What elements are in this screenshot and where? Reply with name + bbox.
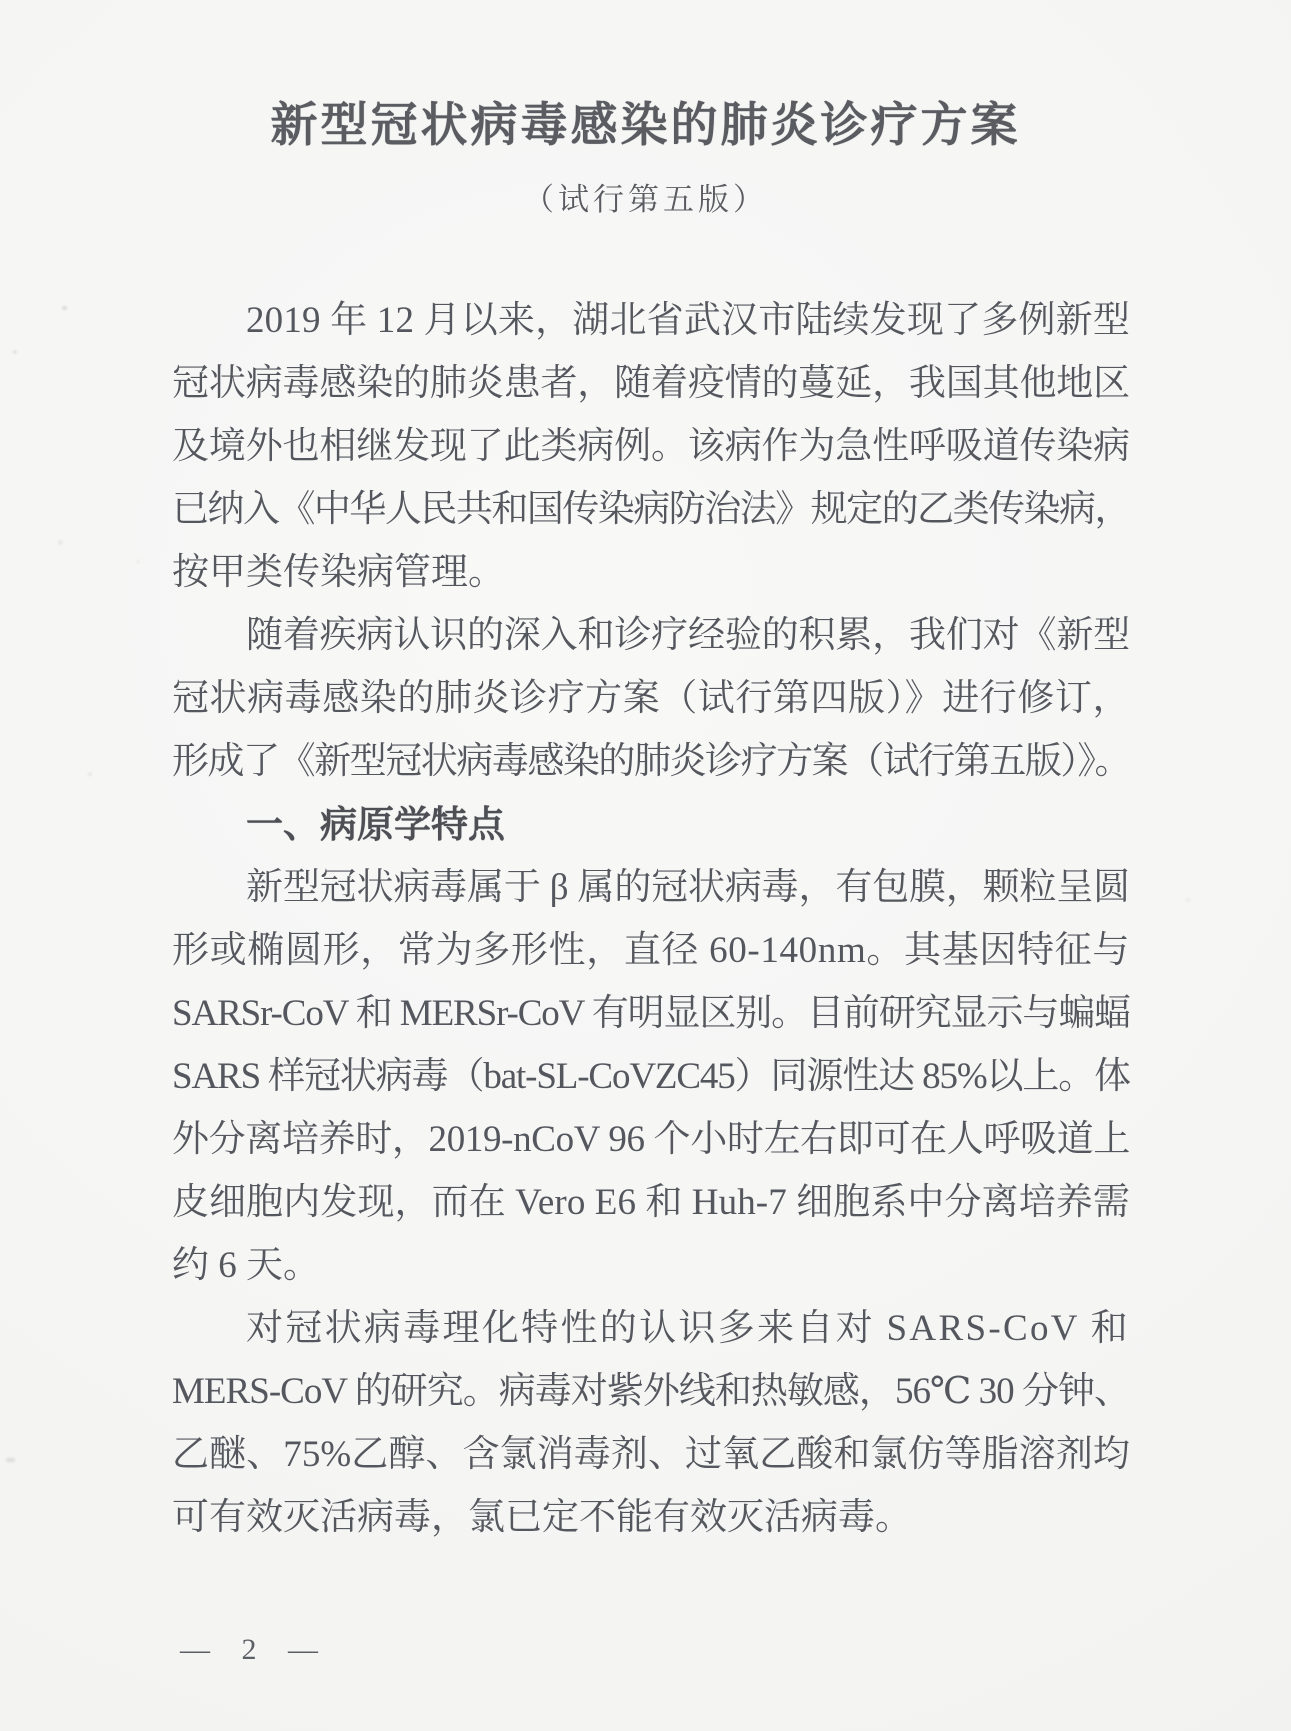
text-line	[172, 856, 1130, 919]
text-line	[172, 289, 1130, 352]
scan-artifact	[6, 1458, 15, 1462]
text-line	[172, 982, 1130, 1045]
scan-artifact	[62, 306, 67, 310]
text-line-content: 及境外也相继发现了此类病例。该病作为急性呼吸道传染病	[172, 426, 1130, 467]
page-number: — 2 —	[180, 1633, 330, 1666]
text-line-content: SARSr-CoV 和 MERSr-CoV 有明显区别。目前研究显示与蝙蝠	[172, 993, 1130, 1034]
text-line	[172, 604, 1130, 667]
text-line-content: MERS-CoV 的研究。病毒对紫外线和热敏感，56℃ 30 分钟、	[172, 1371, 1130, 1412]
scan-artifact	[88, 772, 92, 776]
text-line-content: 冠状病毒感染的肺炎患者，随着疫情的蔓延，我国其他地区	[172, 363, 1130, 404]
section-heading	[172, 793, 1130, 856]
text-line	[172, 1297, 1130, 1360]
document-body	[172, 289, 1130, 1549]
text-line	[172, 1108, 1130, 1171]
text-line	[172, 1171, 1130, 1234]
text-line	[172, 1486, 1130, 1549]
text-line	[172, 541, 1130, 604]
text-line	[172, 352, 1130, 415]
text-line-content: 皮细胞内发现，而在 Vero E6 和 Huh-7 细胞系中分离培养需	[172, 1182, 1130, 1223]
scan-artifact	[13, 350, 17, 354]
text-line-content: 形或椭圆形，常为多形性，直径 60-140nm。其基因特征与	[172, 930, 1130, 971]
text-line-content: SARS 样冠状病毒（bat-SL-CoVZC45）同源性达 85%以上。体	[172, 1056, 1130, 1097]
text-line-content: 形成了《新型冠状病毒感染的肺炎诊疗方案（试行第五版）》。	[172, 741, 1130, 782]
document-subtitle: （试行第五版）	[523, 182, 768, 217]
text-line-content: 按甲类传染病管理。	[172, 552, 505, 593]
text-line	[172, 415, 1130, 478]
text-line	[172, 1045, 1130, 1108]
text-line-content: 冠状病毒感染的肺炎诊疗方案（试行第四版）》进行修订，	[172, 678, 1130, 719]
text-line	[172, 1360, 1130, 1423]
text-line	[172, 667, 1130, 730]
text-line-content: 约 6 天。	[172, 1245, 320, 1286]
text-line-content: 新型冠状病毒属于 β 属的冠状病毒，有包膜，颗粒呈圆	[246, 867, 1130, 908]
text-line	[172, 919, 1130, 982]
text-line-content: 随着疾病认识的深入和诊疗经验的积累，我们对《新型	[246, 615, 1130, 656]
text-line-content: 对冠状病毒理化特性的认识多来自对 SARS-CoV 和	[246, 1308, 1130, 1349]
text-line-content: 可有效灭活病毒，氯已定不能有效灭活病毒。	[172, 1497, 912, 1538]
text-line	[172, 1234, 1130, 1297]
scan-artifact	[136, 560, 140, 563]
text-line-content: 外分离培养时，2019-nCoV 96 个小时左右即可在人呼吸道上	[172, 1119, 1130, 1160]
text-line	[172, 730, 1130, 793]
scan-artifact	[58, 540, 63, 545]
scan-artifact	[1186, 898, 1190, 902]
text-line-content: 2019 年 12 月以来，湖北省武汉市陆续发现了多例新型	[246, 300, 1130, 341]
text-line	[172, 1423, 1130, 1486]
text-line	[172, 478, 1130, 541]
text-line-content: 已纳入《中华人民共和国传染病防治法》规定的乙类传染病，	[172, 489, 1130, 530]
document-title: 新型冠状病毒感染的肺炎诊疗方案	[270, 98, 1021, 151]
text-line-content: 乙醚、75%乙醇、含氯消毒剂、过氧乙酸和氯仿等脂溶剂均	[172, 1434, 1130, 1475]
section-heading-text: 一、病原学特点	[246, 804, 505, 845]
